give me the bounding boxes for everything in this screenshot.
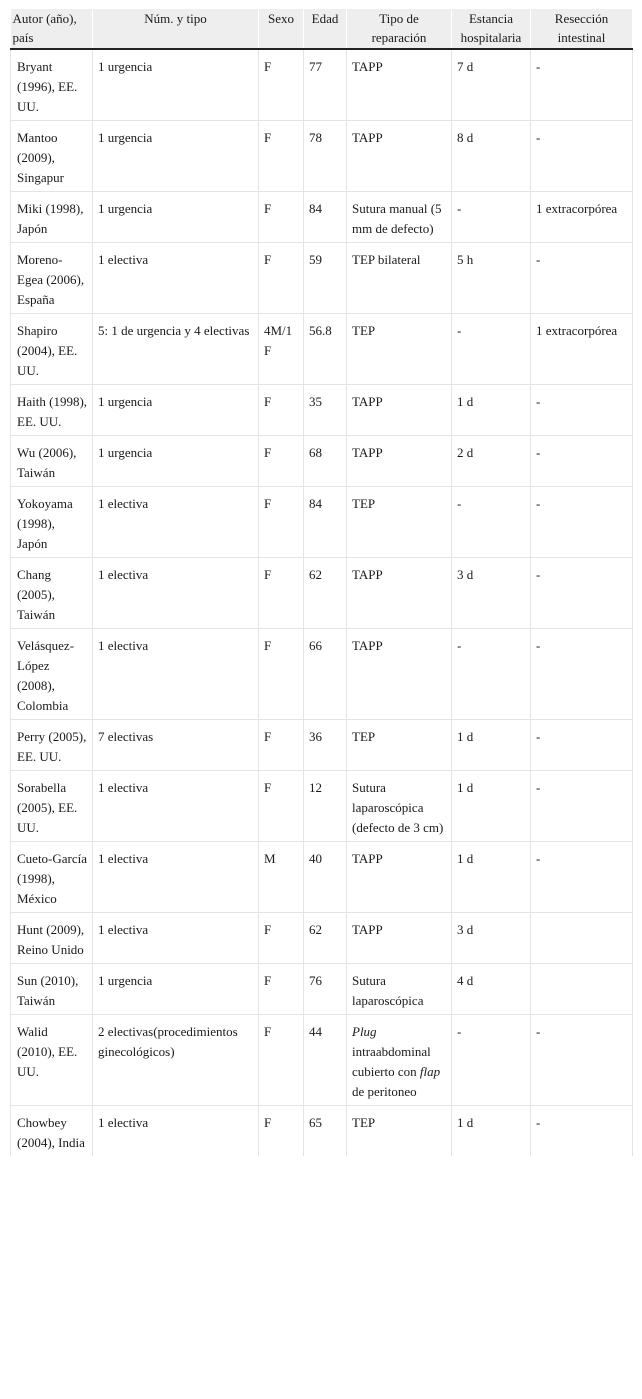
cell-number-type: 1 urgencia <box>93 964 259 1015</box>
cell-age: 68 <box>304 436 347 487</box>
cell-number-type: 1 electiva <box>93 558 259 629</box>
cell-bowel-resection: - <box>531 629 633 720</box>
cell-hospital-stay: - <box>452 629 531 720</box>
cell-number-type: 1 urgencia <box>93 436 259 487</box>
cell-bowel-resection: - <box>531 243 633 314</box>
cell-author: Mantoo (2009), Singapur <box>11 121 93 192</box>
cell-hospital-stay: 5 h <box>452 243 531 314</box>
cell-hospital-stay: - <box>452 1015 531 1106</box>
cell-sex: F <box>259 385 304 436</box>
cell-number-type: 1 electiva <box>93 629 259 720</box>
cell-repair-type: TAPP <box>347 121 452 192</box>
cell-hospital-stay: 1 d <box>452 385 531 436</box>
cell-repair-type: TEP bilateral <box>347 243 452 314</box>
cell-age: 44 <box>304 1015 347 1106</box>
cell-number-type: 1 electiva <box>93 1106 259 1157</box>
cell-author: Shapiro (2004), EE. UU. <box>11 314 93 385</box>
header-repair-type: Tipo de reparación <box>347 9 452 49</box>
cell-repair-type <box>347 1015 452 1106</box>
cell-hospital-stay: - <box>452 487 531 558</box>
cell-age: 66 <box>304 629 347 720</box>
cell-author: Moreno-Egea (2006), España <box>11 243 93 314</box>
cell-repair-type: TAPP <box>347 629 452 720</box>
cell-number-type: 1 electiva <box>93 243 259 314</box>
table-row <box>11 842 633 913</box>
table-row <box>11 964 633 1015</box>
cell-author: Velásquez-López (2008), Colombia <box>11 629 93 720</box>
cell-bowel-resection: - <box>531 842 633 913</box>
cell-author: Sorabella (2005), EE. UU. <box>11 771 93 842</box>
header-bowel-resection: Resección intestinal <box>531 9 633 49</box>
cell-author: Sun (2010), Taiwán <box>11 964 93 1015</box>
cell-bowel-resection: 1 extracorpórea <box>531 314 633 385</box>
cell-hospital-stay: 7 d <box>452 49 531 121</box>
cell-sex: F <box>259 771 304 842</box>
cell-sex: F <box>259 964 304 1015</box>
table-row <box>11 558 633 629</box>
cell-age: 59 <box>304 243 347 314</box>
cell-repair-type: TAPP <box>347 842 452 913</box>
repair-text-part: intraabdominal cubierto con <box>352 1044 431 1079</box>
cell-bowel-resection: - <box>531 436 633 487</box>
table-row <box>11 913 633 964</box>
cell-author: Perry (2005), EE. UU. <box>11 720 93 771</box>
cell-repair-type: TAPP <box>347 49 452 121</box>
table-row <box>11 720 633 771</box>
cell-age: 76 <box>304 964 347 1015</box>
cell-sex: F <box>259 121 304 192</box>
cell-sex: F <box>259 558 304 629</box>
cell-number-type: 1 electiva <box>93 842 259 913</box>
cell-bowel-resection <box>531 964 633 1015</box>
table-row <box>11 436 633 487</box>
cell-hospital-stay: 8 d <box>452 121 531 192</box>
cell-bowel-resection: - <box>531 1106 633 1157</box>
cell-hospital-stay: - <box>452 192 531 243</box>
cell-age: 35 <box>304 385 347 436</box>
cell-bowel-resection: - <box>531 771 633 842</box>
cell-sex: F <box>259 1015 304 1106</box>
cell-bowel-resection: - <box>531 487 633 558</box>
cell-age: 77 <box>304 49 347 121</box>
cell-repair-type: TAPP <box>347 558 452 629</box>
repair-text-part: Plug <box>352 1024 377 1039</box>
header-author: Autor (año), país <box>11 9 93 49</box>
cell-sex: F <box>259 192 304 243</box>
cell-age: 84 <box>304 487 347 558</box>
cell-sex: F <box>259 720 304 771</box>
cell-age: 36 <box>304 720 347 771</box>
cell-bowel-resection: - <box>531 385 633 436</box>
table-row <box>11 121 633 192</box>
cell-author: Chowbey (2004), India <box>11 1106 93 1157</box>
cell-repair-type: TEP <box>347 314 452 385</box>
cell-sex: F <box>259 49 304 121</box>
cell-author: Chang (2005), Taiwán <box>11 558 93 629</box>
cell-hospital-stay: 1 d <box>452 1106 531 1157</box>
table-row <box>11 629 633 720</box>
cell-repair-type: Sutura laparoscópica <box>347 964 452 1015</box>
cell-number-type: 1 electiva <box>93 487 259 558</box>
cell-number-type: 5: 1 de urgencia y 4 electivas <box>93 314 259 385</box>
cell-number-type: 7 electivas <box>93 720 259 771</box>
cell-number-type: 1 urgencia <box>93 385 259 436</box>
cell-number-type: 1 electiva <box>93 771 259 842</box>
cell-age: 62 <box>304 913 347 964</box>
cell-age: 40 <box>304 842 347 913</box>
cell-sex: F <box>259 1106 304 1157</box>
table-row <box>11 771 633 842</box>
cell-repair-type: TEP <box>347 720 452 771</box>
cell-bowel-resection: - <box>531 121 633 192</box>
cell-repair-type: TAPP <box>347 385 452 436</box>
header-hospital-stay: Estancia hospitalaria <box>452 9 531 49</box>
cell-number-type: 1 urgencia <box>93 49 259 121</box>
header-age: Edad <box>304 9 347 49</box>
cell-author: Cueto-García (1998), México <box>11 842 93 913</box>
cell-sex: 4M/1 F <box>259 314 304 385</box>
cell-repair-type: TEP <box>347 487 452 558</box>
header-row <box>11 9 633 49</box>
cell-bowel-resection: - <box>531 49 633 121</box>
cell-repair-type: Sutura manual (5 mm de defecto) <box>347 192 452 243</box>
cell-author: Miki (1998), Japón <box>11 192 93 243</box>
cell-age: 12 <box>304 771 347 842</box>
cell-hospital-stay: - <box>452 314 531 385</box>
cell-age: 84 <box>304 192 347 243</box>
cell-sex: F <box>259 913 304 964</box>
cell-age: 56.8 <box>304 314 347 385</box>
cell-hospital-stay: 1 d <box>452 842 531 913</box>
cell-hospital-stay: 2 d <box>452 436 531 487</box>
header-number-type: Núm. y tipo <box>93 9 259 49</box>
table-row <box>11 385 633 436</box>
cell-author: Haith (1998), EE. UU. <box>11 385 93 436</box>
cell-repair-type: TAPP <box>347 436 452 487</box>
cell-hospital-stay: 3 d <box>452 913 531 964</box>
cell-age: 62 <box>304 558 347 629</box>
cell-author: Yokoyama (1998), Japón <box>11 487 93 558</box>
cell-number-type: 2 electivas(procedimientos ginecológicos) <box>93 1015 259 1106</box>
cell-number-type: 1 urgencia <box>93 192 259 243</box>
cell-bowel-resection: - <box>531 1015 633 1106</box>
table-row <box>11 192 633 243</box>
cell-repair-type: TEP <box>347 1106 452 1157</box>
table-row <box>11 1015 633 1106</box>
cell-age: 78 <box>304 121 347 192</box>
cell-author: Bryant (1996), EE. UU. <box>11 49 93 121</box>
cell-author: Wu (2006), Taiwán <box>11 436 93 487</box>
header-sex: Sexo <box>259 9 304 49</box>
cell-author: Walid (2010), EE. UU. <box>11 1015 93 1106</box>
cell-bowel-resection <box>531 913 633 964</box>
cell-author: Hunt (2009), Reino Unido <box>11 913 93 964</box>
table-row <box>11 1106 633 1157</box>
cell-sex: F <box>259 243 304 314</box>
cell-bowel-resection: - <box>531 720 633 771</box>
table-row <box>11 314 633 385</box>
studies-table <box>10 9 633 1156</box>
cell-sex: F <box>259 436 304 487</box>
cell-hospital-stay: 3 d <box>452 558 531 629</box>
cell-bowel-resection: - <box>531 558 633 629</box>
cell-repair-type: TAPP <box>347 913 452 964</box>
repair-text-part: de peritoneo <box>352 1084 417 1099</box>
cell-hospital-stay: 4 d <box>452 964 531 1015</box>
repair-text-part: flap <box>419 1064 441 1079</box>
cell-sex: F <box>259 629 304 720</box>
cell-sex: M <box>259 842 304 913</box>
table-row <box>11 243 633 314</box>
table-row <box>11 49 633 121</box>
cell-repair-type: Sutura laparoscópica (defecto de 3 cm) <box>347 771 452 842</box>
cell-sex: F <box>259 487 304 558</box>
cell-age: 65 <box>304 1106 347 1157</box>
cell-number-type: 1 urgencia <box>93 121 259 192</box>
cell-bowel-resection: 1 extracorpórea <box>531 192 633 243</box>
cell-number-type: 1 electiva <box>93 913 259 964</box>
cell-hospital-stay: 1 d <box>452 720 531 771</box>
cell-hospital-stay: 1 d <box>452 771 531 842</box>
table-row <box>11 487 633 558</box>
